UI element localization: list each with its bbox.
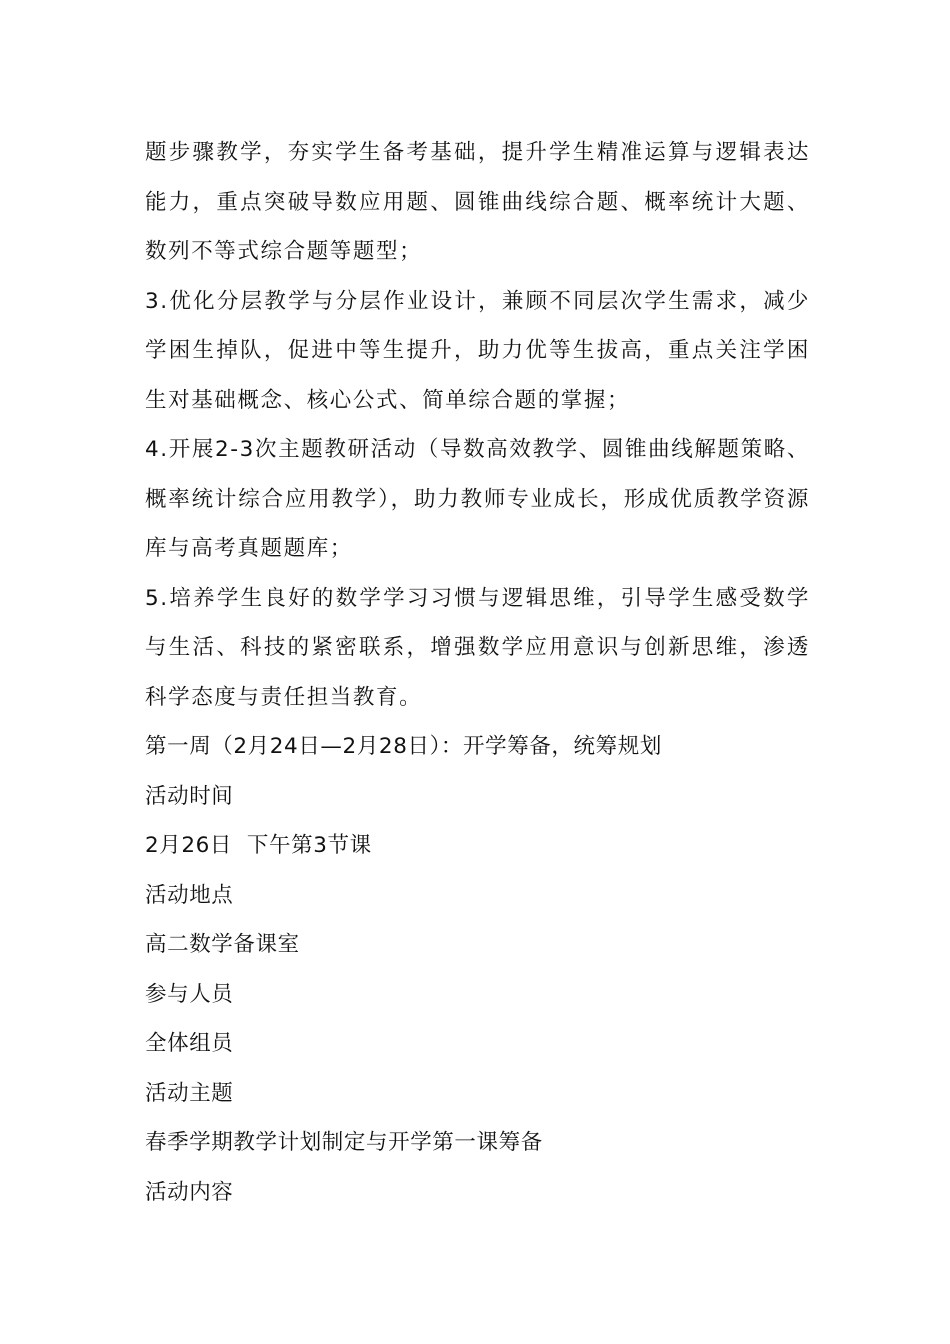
activity-time-value: 2月26日 下午第3节课 [145, 833, 372, 858]
participants-label: 参与人员 [145, 981, 234, 1007]
activity-place-label: 活动地点 [145, 882, 234, 908]
week1-heading: 第一周（2月24日—2月28日）：开学筹备，统筹规划 [145, 734, 662, 759]
activity-theme-label: 活动主题 [145, 1080, 234, 1106]
activity-time-label: 活动时间 [145, 783, 234, 809]
activity-theme-value: 春季学期教学计划制定与开学第一课筹备 [145, 1130, 543, 1155]
paragraph-item-5: 5.培养学生良好的数学学习习惯与逻辑思维，引导学生感受数学与生活、科技的紧密联系，增强数学应用意识与创新思维，渗透科学态度与责任担当教育。 [145, 585, 810, 710]
document-page [145, 128, 810, 1217]
activity-content-label: 活动内容 [145, 1179, 234, 1205]
paragraph-item-3: 3.优化分层教学与分层作业设计，兼顾不同层次学生需求，减少学困生掉队，促进中等生提升，助力优等生拔高，重点关注学困生对基础概念、核心公式、简单综合题的掌握； [145, 288, 810, 413]
participants-value: 全体组员 [145, 1031, 234, 1056]
paragraph-continuation: 题步骤教学，夯实学生备考基础，提升学生精准运算与逻辑表达能力，重点突破导数应用题、圆锥曲线综合题、概率统计大题、数列不等式综合题等题型； [145, 140, 810, 264]
paragraph-item-4: 4.开展2-3次主题教研活动（导数高效教学、圆锥曲线解题策略、概率统计综合应用教学），助力教师专业成长，形成优质教学资源库与高考真题题库； [145, 437, 810, 561]
activity-place-value: 高二数学备课室 [145, 932, 300, 957]
